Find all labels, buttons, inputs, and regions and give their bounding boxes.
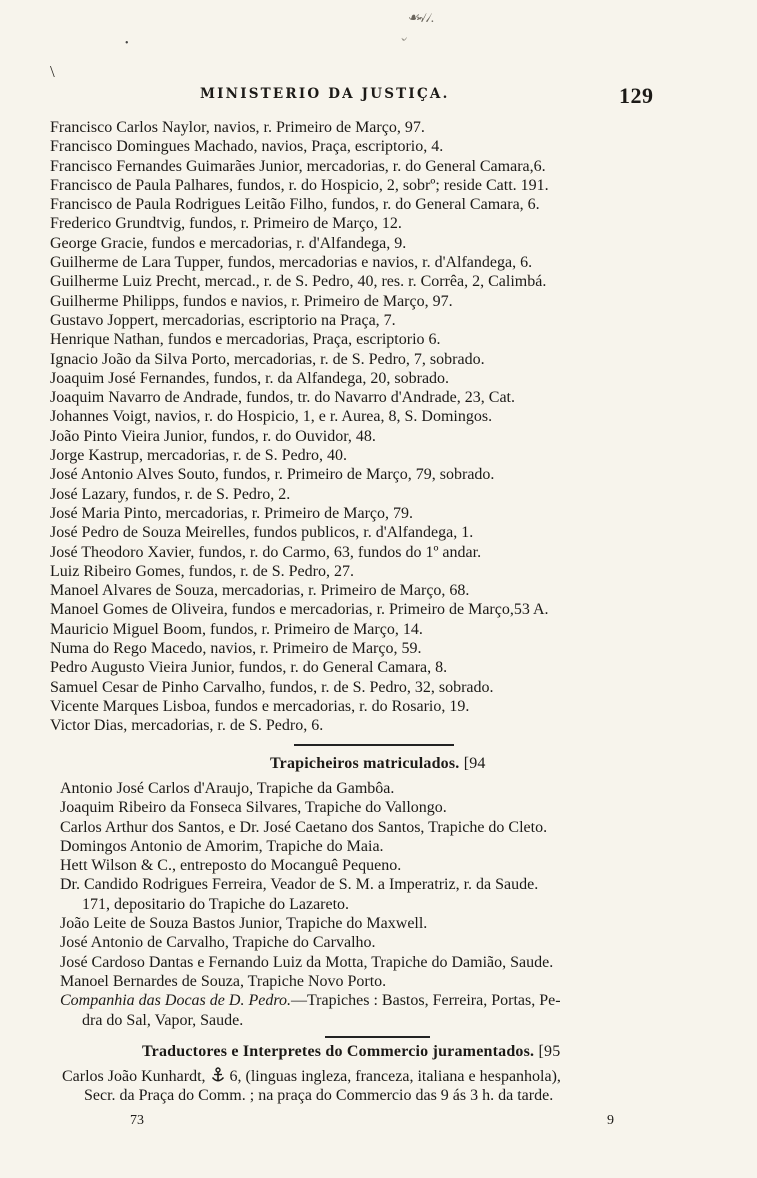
list-item: Manoel Bernardes de Souza, Trapiche Novo Porto. xyxy=(60,972,387,990)
list-item: Joaquim Navarro de Andrade, fundos, tr. do Navarro d'Andrade, 23, Cat. xyxy=(50,389,515,407)
list-item: George Gracie, fundos e mercadorias, r. d'Alfandega, 9. xyxy=(50,234,407,252)
anchor-icon xyxy=(210,1067,226,1083)
translator-details: 6, (linguas ingleza, franceza, italiana e hespanhola), xyxy=(229,1068,561,1085)
list-item: Jorge Kastrup, mercadorias, r. de S. Pedro, 40. xyxy=(50,447,347,465)
docas-entry xyxy=(60,991,700,1010)
section-title-traductores xyxy=(142,1043,560,1061)
list-item: Mauricio Miguel Boom, fundos, r. Primeiro de Março, 14. xyxy=(50,620,423,638)
list-item: Henrique Nathan, fundos e mercadorias, Praça, escriptorio 6. xyxy=(50,331,441,349)
ink-dot: • xyxy=(125,38,129,49)
ink-smudge-top: ☙৵৴. xyxy=(408,11,433,26)
list-item: Vicente Marques Lisboa, fundos e mercadorias, r. do Rosario, 19. xyxy=(50,697,470,715)
list-item: Dr. Candido Rodrigues Ferreira, Veador de S. M. a Imperatriz, r. da Saude. xyxy=(60,876,539,894)
list-item-continuation: dra do Sal, Vapor, Saude. xyxy=(82,1011,244,1029)
section-ref: [94 xyxy=(463,755,486,772)
list-item: José Theodoro Xavier, fundos, r. do Carmo, 63, fundos do 1º andar. xyxy=(50,543,482,561)
list-item: Joaquim Ribeiro da Fonseca Silvares, Trapiche do Vallongo. xyxy=(60,799,447,817)
list-item: Gustavo Joppert, mercadorias, escriptorio na Praça, 7. xyxy=(50,311,396,329)
list-item: Francisco Fernandes Guimarães Junior, mercadorias, r. do General Camara,6. xyxy=(50,157,546,175)
list-item xyxy=(62,1067,712,1086)
corner-pencil-mark: \ xyxy=(50,62,55,81)
traductores-list xyxy=(62,1067,712,1106)
list-item: José Antonio de Carvalho, Trapiche do Carvalho. xyxy=(60,934,376,952)
list-item: Samuel Cesar de Pinho Carvalho, fundos, r. de S. Pedro, 32, sobrado. xyxy=(50,678,494,696)
running-header: MINISTERIO DA JUSTIÇA. xyxy=(200,86,450,102)
list-item: Guilherme Philipps, fundos e navios, r. Primeiro de Março, 97. xyxy=(50,292,453,310)
list-item: Victor Dias, mercadorias, r. de S. Pedro, 6. xyxy=(50,717,324,735)
section-divider xyxy=(294,744,454,746)
list-item-continuation: 171, depositario do Trapiche do Lazareto. xyxy=(82,895,350,913)
list-item: Luiz Ribeiro Gomes, fundos, r. de S. Pedro, 27. xyxy=(50,562,354,580)
translator-name: Carlos João Kunhardt, xyxy=(62,1068,206,1085)
list-item: Ignacio João da Silva Porto, mercadorias, r. de S. Pedro, 7, sobrado. xyxy=(50,350,485,368)
list-item: Antonio José Carlos d'Araujo, Trapiche da Gambôa. xyxy=(60,780,395,797)
section-divider xyxy=(325,1036,430,1038)
docas-company: Companhia das Docas de D. Pedro. xyxy=(60,992,291,1010)
list-item: Frederico Grundtvig, fundos, r. Primeiro de Março, 12. xyxy=(50,215,402,233)
list-item: José Antonio Alves Souto, fundos, r. Primeiro de Março, 79, sobrado. xyxy=(50,466,495,484)
merchant-list xyxy=(50,118,690,736)
list-item: Francisco Domingues Machado, navios, Praça, escriptorio, 4. xyxy=(50,138,444,156)
list-item: João Leite de Souza Bastos Junior, Trapiche do Maxwell. xyxy=(60,915,428,933)
list-item: Manoel Alvares de Souza, mercadorias, r. Primeiro de Março, 68. xyxy=(50,582,470,600)
list-item: Francisco Carlos Naylor, navios, r. Primeiro de Março, 97. xyxy=(50,119,425,136)
docas-text: —Trapiches : Bastos, Ferreira, Portas, Pe- xyxy=(290,992,561,1010)
list-item: José Lazary, fundos, r. de S. Pedro, 2. xyxy=(50,485,291,503)
list-item: João Pinto Vieira Junior, fundos, r. do Ouvidor, 48. xyxy=(50,427,376,445)
list-item: Manoel Gomes de Oliveira, fundos e mercadorias, r. Primeiro de Março,53 A. xyxy=(50,601,549,619)
list-item-continuation: Secr. da Praça do Comm. ; na praça do Commercio das 9 ás 3 h. da tarde. xyxy=(84,1087,554,1105)
section-title-trapicheiros xyxy=(270,755,486,773)
signature-mark-left: 73 xyxy=(130,1113,144,1128)
list-item: Francisco de Paula Rodrigues Leitão Filho, fundos, r. do General Camara, 6. xyxy=(50,196,540,214)
list-item: Pedro Augusto Vieira Junior, fundos, r. do General Camara, 8. xyxy=(50,659,448,677)
signature-mark-right: 9 xyxy=(607,1113,614,1128)
trapicheiros-list xyxy=(60,779,700,1030)
section-title-text: Traductores e Interpretes do Commercio juramentados. xyxy=(142,1043,535,1060)
ink-smudge-small: ৺ xyxy=(400,36,407,47)
list-item: Hett Wilson & C., entreposto do Mocanguê Pequeno. xyxy=(60,857,402,875)
list-item: Francisco de Paula Palhares, fundos, r. do Hospicio, 2, sobrº; reside Catt. 191. xyxy=(50,176,549,194)
list-item: Johannes Voigt, navios, r. do Hospicio, 1, e r. Aurea, 8, S. Domingos. xyxy=(50,408,493,426)
list-item: Guilherme Luiz Precht, mercad., r. de S. Pedro, 40, res. r. Corrêa, 2, Calimbá. xyxy=(50,273,547,291)
list-item: José Maria Pinto, mercadorias, r. Primeiro de Março, 79. xyxy=(50,504,414,522)
list-item: José Cardoso Dantas e Fernando Luiz da Motta, Trapiche do Damião, Saude. xyxy=(60,953,554,971)
list-item: José Pedro de Souza Meirelles, fundos publicos, r. d'Alfandega, 1. xyxy=(50,524,474,542)
list-item: Carlos Arthur dos Santos, e Dr. José Caetano dos Santos, Trapiche do Cleto. xyxy=(60,818,548,836)
list-item: Domingos Antonio de Amorim, Trapiche do Maia. xyxy=(60,837,384,855)
section-title-text: Trapicheiros matriculados. xyxy=(270,755,460,772)
list-item: Numa do Rego Macedo, navios, r. Primeiro de Março, 59. xyxy=(50,640,422,658)
page-number: 129 xyxy=(619,83,654,108)
list-item: Joaquim José Fernandes, fundos, r. da Alfandega, 20, sobrado. xyxy=(50,369,450,387)
section-ref: [95 xyxy=(538,1043,561,1060)
list-item: Guilherme de Lara Tupper, fundos, mercadorias e navios, r. d'Alfandega, 6. xyxy=(50,254,533,272)
